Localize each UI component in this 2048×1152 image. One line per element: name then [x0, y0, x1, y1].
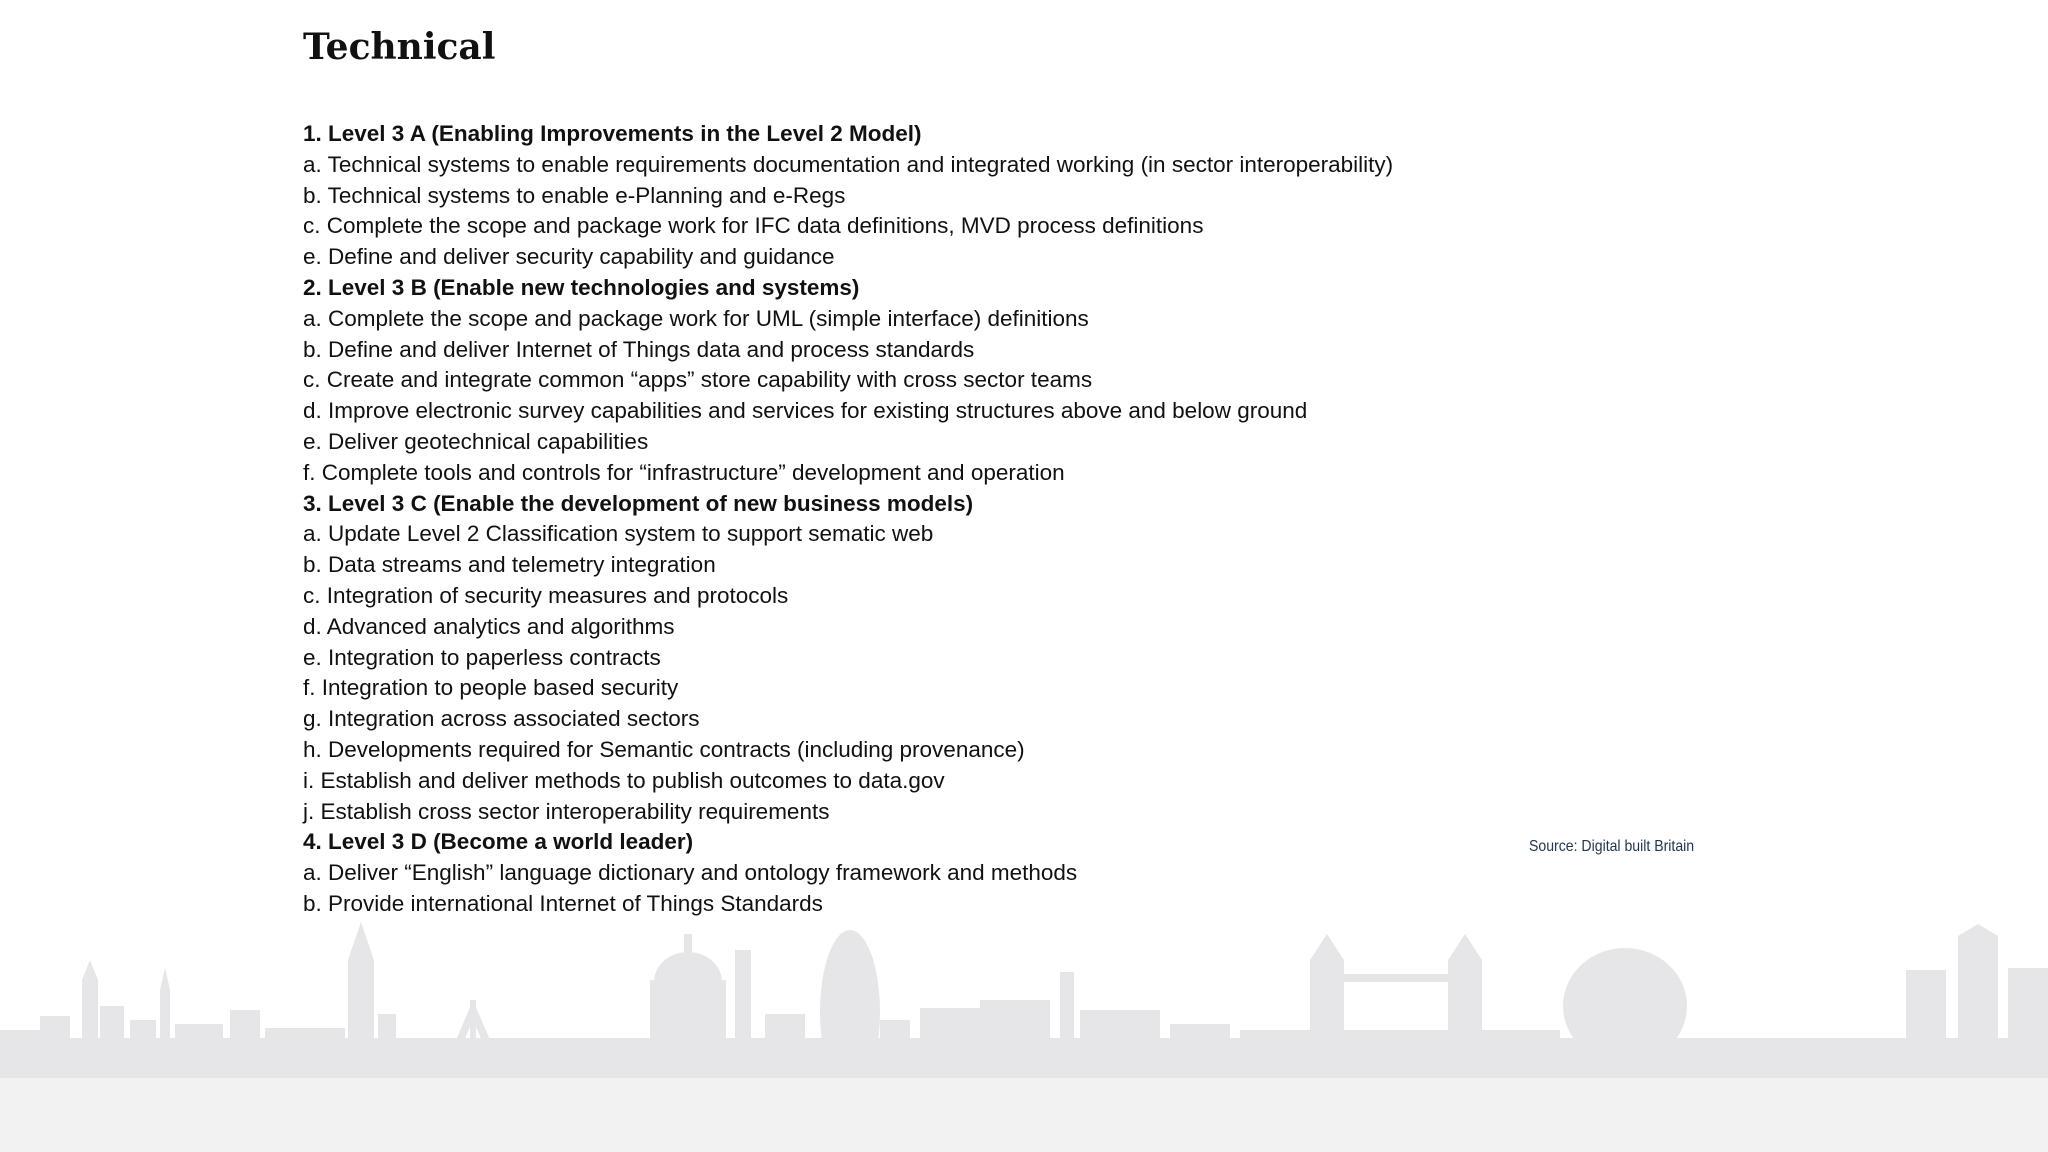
list-item: e. Integration to paperless contracts — [303, 644, 661, 670]
content-list — [303, 119, 1563, 920]
list-item: c. Integration of security measures and protocols — [303, 582, 789, 608]
list-item: a. Deliver “English” language dictionary and ontology framework and methods — [303, 860, 1078, 886]
slide-title: Technical — [303, 26, 496, 68]
list-item: h. Developments required for Semantic contracts (including provenance) — [303, 736, 1025, 762]
list-item: e. Deliver geotechnical capabilities — [303, 428, 649, 454]
list-item: a. Update Level 2 Classification system to support sematic web — [303, 521, 934, 547]
list-item: e. Define and deliver security capability and guidance — [303, 244, 835, 270]
list-item: d. Improve electronic survey capabilities and services for existing structures above and below ground — [303, 398, 1308, 424]
list-item: f. Integration to people based security — [303, 675, 679, 701]
list-item: d. Advanced analytics and algorithms — [303, 613, 675, 639]
list-item: c. Create and integrate common “apps” store capability with cross sector teams — [303, 367, 1093, 393]
list-item: c. Complete the scope and package work for IFC data definitions, MVD process definitions — [303, 213, 1204, 239]
list-item: b. Define and deliver Internet of Things data and process standards — [303, 336, 975, 362]
section-heading: 1. Level 3 A (Enabling Improvements in the Level 2 Model) — [303, 121, 922, 146]
section-heading: 2. Level 3 B (Enable new technologies and systems) — [303, 274, 860, 300]
list-item: f. Complete tools and controls for “infrastructure” development and operation — [303, 459, 1065, 485]
footer-band — [0, 1078, 2048, 1152]
section-heading: 3. Level 3 C (Enable the development of new business models) — [303, 490, 974, 516]
list-item: b. Technical systems to enable e-Planning and e-Regs — [303, 182, 846, 208]
list-item: a. Technical systems to enable requirements documentation and integrated working (in sector interoperability) — [303, 151, 1394, 177]
list-item: i. Establish and deliver methods to publish outcomes to data.gov — [303, 767, 945, 793]
london-skyline-illustration — [0, 920, 2048, 1078]
list-item: b. Provide international Internet of Things Standards — [303, 890, 823, 916]
source-caption: Source: Digital built Britain — [1529, 838, 1695, 855]
list-item: g. Integration across associated sectors — [303, 706, 700, 732]
list-item: a. Complete the scope and package work for UML (simple interface) definitions — [303, 305, 1089, 331]
list-item: j. Establish cross sector interoperability requirements — [303, 798, 830, 824]
list-item: b. Data streams and telemetry integration — [303, 552, 716, 578]
section-heading: 4. Level 3 D (Become a world leader) — [303, 829, 694, 855]
